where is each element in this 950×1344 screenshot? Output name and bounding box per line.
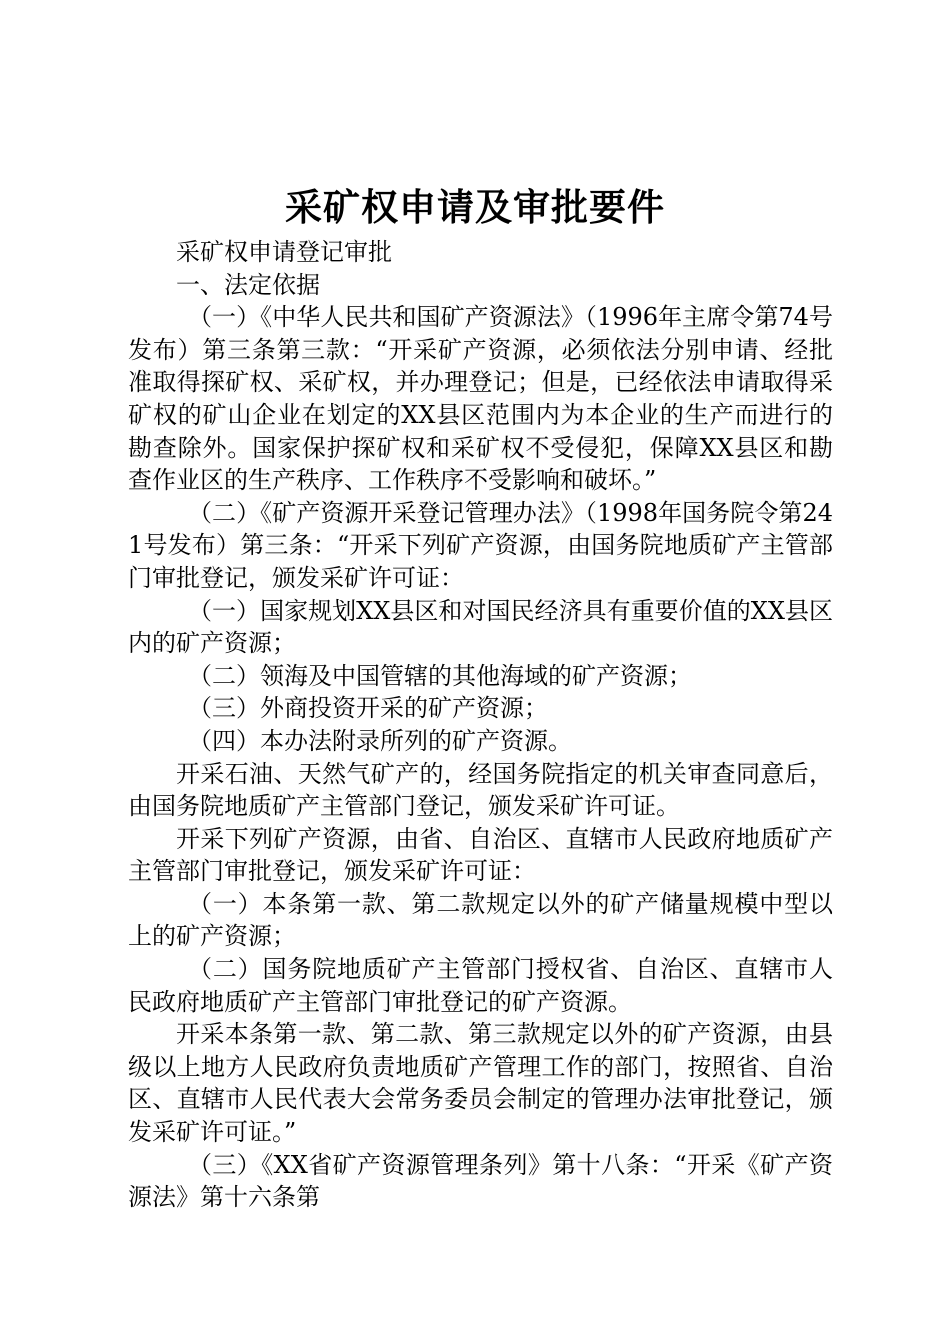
subsection-heading: 一、法定依据: [176, 270, 320, 299]
list-item: （二）领海及中国管辖的其他海域的矿产资源；: [188, 661, 692, 690]
list-item: （一）本条第一款、第二款规定以外的矿产储量规模中型以上的矿产资源；: [128, 889, 833, 951]
list-item: （四）本办法附录所列的矿产资源。: [188, 726, 572, 755]
paragraph: （三）《XX省矿产资源管理条列》第十八条：“开采《矿产资源法》第十六条第: [128, 1150, 833, 1212]
paragraph: 开采石油、天然气矿产的，经国务院指定的机关审查同意后，由国务院地质矿产主管部门登记，颁发采矿许可证。: [128, 759, 833, 821]
section-heading: 采矿权申请登记审批: [176, 238, 392, 266]
paragraph: 开采下列矿产资源，由省、自治区、直辖市人民政府地质矿产主管部门审批登记，颁发采矿许可证：: [128, 824, 833, 886]
document-title: 采矿权申请及审批要件: [285, 185, 665, 229]
list-item: （三）外商投资开采的矿产资源；: [188, 694, 548, 723]
document-body: [128, 236, 833, 1214]
paragraph: （二）《矿产资源开采登记管理办法》（1998年国务院令第241号发布）第三条：“开采下列矿产资源，由国务院地质矿产主管部门审批登记，颁发采矿许可证：: [128, 498, 833, 592]
paragraph: 开采本条第一款、第二款、第三款规定以外的矿产资源，由县级以上地方人民政府负责地质矿产管理工作的部门，按照省、自治区、直辖市人民代表大会常务委员会制定的管理办法审批登记，颁发采矿许可证。”: [128, 1020, 833, 1147]
list-item: （二）国务院地质矿产主管部门授权省、自治区、直辖市人民政府地质矿产主管部门审批登记的矿产资源。: [128, 955, 833, 1016]
list-item: （一）国家规划XX县区和对国民经济具有重要价值的XX县区内的矿产资源；: [128, 596, 833, 658]
paragraph: （一）《中华人民共和国矿产资源法》（1996年主席令第74号发布）第三条第三款：“开采矿产资源，必须依法分别申请、经批准取得探矿权、采矿权，并办理登记；但是，已经依法申请取得采矿权的矿山企业在划定的XX县区范围内为本企业的生产而进行的勘查除外。国家保护探矿权和采矿权不受侵犯，保障XX县区和勘查作业区的生产秩序、工作秩序不受影响和破坏。”: [128, 303, 833, 495]
